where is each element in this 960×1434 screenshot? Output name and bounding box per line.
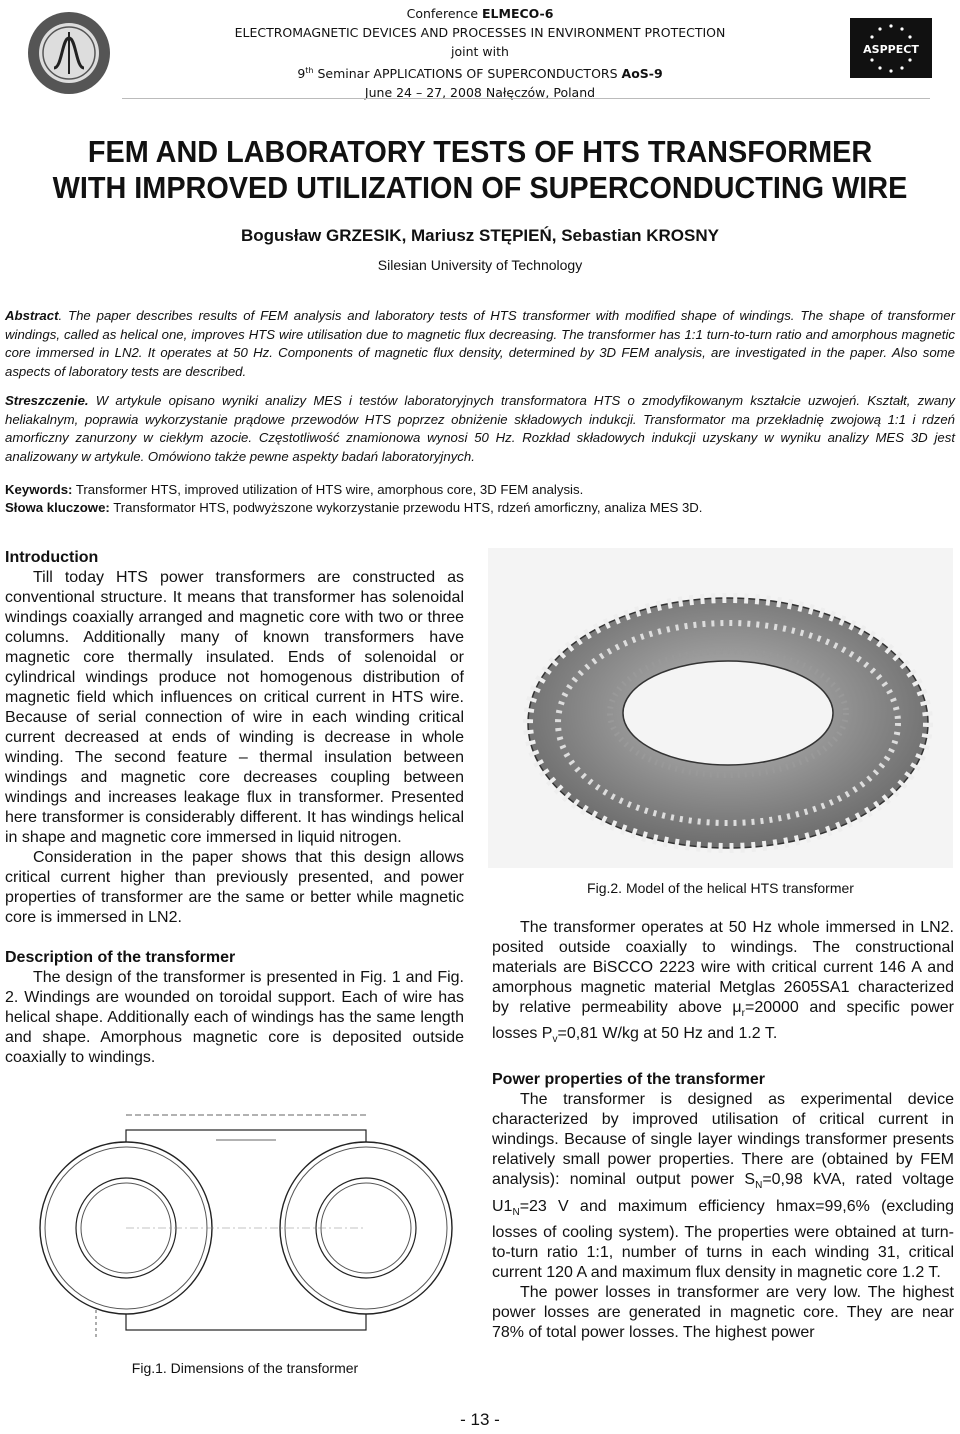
streszczenie: Streszczenie. W artykule opisano wyniki analizy MES i testów laboratoryjnych transformatora HTS o zmodyfikowanym kształcie uzwojeń. Kształt, zwany heliakalnym, poprawia wykorzystanie prądowe przewodów HTS poprzez obniżenie składowych indukcji. Transformator ma przekładnię zwojową 1:1 i rdzeń amorficzny zanurzony w ciekłym azocie. Częstotliwość znamionowa wynosi 50 Hz. Rozkład składowych indukcji uzyskany w wyniku analizy MES 3D jest analizowany w artykule. Omówiono także pewne aspekty badań laboratoryjnych. (5, 393, 955, 464)
aspect-logo (850, 18, 932, 78)
streszczenie-label: Streszczenie. (5, 393, 89, 408)
abstract: Abstract. The paper describes results of FEM analysis and laboratory tests of HTS transformer with modified shape of windings. The shape of transformer windings, called as helical one, improves HTS wire utilisation due to magnetic flux decreasing. The transformer has 1:1 turn-to-turn ratio and amorphous magnetic core immersed in LN2. It operates at 50 Hz. Components of magnetic flux density, determined by 3D FEM analysis, are investigated in the paper. Also some aspects of laboratory tests are described. (5, 308, 955, 379)
slowa-kluczowe: Słowa kluczowe: Transformator HTS, podwyższone wykorzystanie przewodu HTS, rdzeń amorficzny, analiza MES 3D. (5, 500, 703, 515)
fig1-dimension-drawing (36, 1110, 456, 1350)
affiliation: Silesian University of Technology (377, 257, 583, 273)
intro-paragraph-2: Consideration in the paper shows that this design allows critical current higher than previously presented, and power properties of transformer are the same or better while magnetic core is immersed in LN2. (5, 849, 464, 926)
paper-title: FEM AND LABORATORY TESTS OF HTS TRANSFORMER WITH IMPROVED UTILIZATION OF SUPERCONDUCTING WIRE (52, 134, 908, 205)
power-heading: Power properties of the transformer (492, 1071, 765, 1089)
conference-info: Conference ELMECO-6 ELECTROMAGNETIC DEVICES AND PROCESSES IN ENVIRONMENT PROTECTION joint with 9th Seminar APPLICATIONS OF SUPERCONDUCTORS AoS-9 June 24 – 27, 2008 Nałęczów, Poland (234, 6, 726, 101)
aspect-logo-text: ASPPECT (863, 43, 919, 56)
ieee-university-seal-logo (26, 10, 112, 96)
authors: Bogusław GRZESIK, Mariusz STĘPIEŃ, Sebastian KROSNY (241, 226, 719, 245)
description-heading: Description of the transformer (5, 949, 236, 966)
header-divider (122, 98, 930, 99)
power-paragraph-1: The transformer is designed as experimental device characterized by improved utilisation of critical current in windings. Because of single layer windings transformer presents relatively small power properties. There are (obtained by FEM analysis): nominal output power $S_N=0,98$ kVA, rated voltage $U1_N=23$ V and maximum efficiency hmax=99,6% (excluding losses of cooling system). The properties were obtained at turn-to-turn ratio 1:1, number of turns in each winding 31, critical current 120 A and maximum flux density in magnetic core 1.2 T. (492, 1091, 955, 1281)
fig1-caption: Fig.1. Dimensions of the transformer (131, 1360, 359, 1376)
conference-header (0, 0, 960, 100)
intro-paragraph-1: Till today HTS power transformers are constructed as conventional structure. It means that transformer has solenoidal windings coaxially arranged and magnetic core with two or three columns. Additionally many of known transformers have magnetic core thermally insulated. Ends of solenoidal or cylindrical windings produce not homogenous distribution of magnetic field which influences on critical current in HTS wire. Because of serial connection of wire in each winding critical current decreased at ends of winding is decrease in whole winding. The second feature – thermal insulation between windings and magnetic core decreases coupling between windings and increases leakage flux in transformer. Presented here transformer is considerably different. It has windings helical in shape and magnetic core immersed in liquid nitrogen. (5, 569, 464, 846)
description-paragraph: The design of the transformer is presented in Fig. 1 and Fig. 2. Windings are wounded on toroidal support. Each of wire has helical shape. Additionally each of windings has the same length and shape. Amorphous magnetic core is deposited outside coaxially to windings. (5, 969, 464, 1066)
abstract-label: Abstract (5, 308, 59, 323)
keywords: Keywords: Transformer HTS, improved utilization of HTS wire, amorphous core, 3D FEM analysis. (5, 482, 584, 497)
intro-heading: Introduction (5, 549, 99, 566)
page-number: - 13 - (460, 1410, 500, 1429)
right-column (492, 918, 954, 1343)
fig2-helical-transformer-model (488, 548, 953, 868)
operation-paragraph: The transformer operates at 50 Hz whole immersed in LN2. posited outside coaxially to windings. The constructional materials are BiSCCO 2223 wire with critical current 146 A and amorphous magnetic material Metglas 2605SA1 characterized by relative permeability above $\mu_r=20000$ and specific power losses $P_v=0,81$ W/kg at 50 Hz and 1.2 T. (492, 919, 955, 1046)
left-column (5, 548, 464, 1068)
fig2-caption: Fig.2. Model of the helical HTS transformer (587, 880, 854, 896)
power-paragraph-2: The power losses in transformer are very low. The highest power losses are generated in magnetic core. They are near 78% of total power losses. The highest power (492, 1283, 954, 1341)
